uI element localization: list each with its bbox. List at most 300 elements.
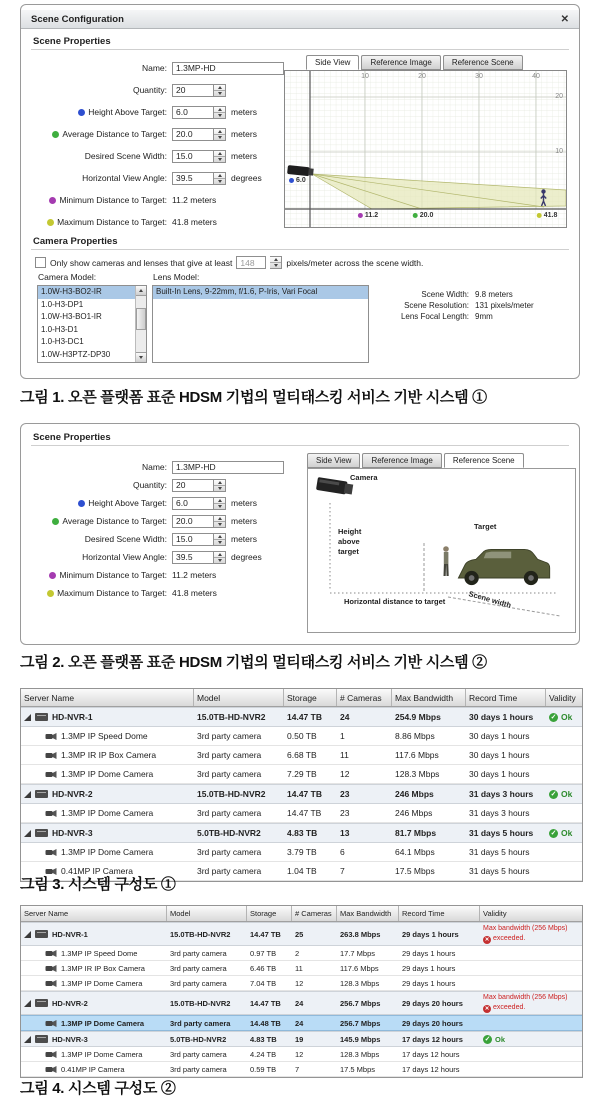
spin-down-icon[interactable] [218, 487, 222, 490]
camera-row[interactable] [21, 843, 582, 862]
record-cell: 31 days 5 hours [469, 866, 530, 876]
form-row [31, 171, 284, 185]
pixels-per-meter-spinner[interactable] [270, 256, 282, 269]
field-label [31, 129, 172, 139]
form-row [31, 514, 284, 528]
marker-dot [537, 213, 542, 218]
spin-up-icon[interactable] [218, 499, 222, 502]
field-label [31, 85, 172, 95]
cameras-cell: 7 [295, 1064, 300, 1074]
marker-dot [78, 109, 85, 116]
marker-dot [358, 213, 363, 218]
column-header: Max Bandwidth [392, 689, 466, 706]
server-row[interactable] [21, 922, 582, 946]
distance-tick-label: 40 [532, 73, 540, 80]
storage-cell: 14.47 TB [250, 998, 281, 1008]
marker-dot [47, 590, 54, 597]
model-cell: 3rd party camera [170, 1064, 227, 1074]
camera-row[interactable] [21, 946, 582, 961]
model-cell: 15.0TB-HD-NVR2 [170, 929, 231, 939]
camera-row[interactable] [21, 1047, 582, 1062]
validity-ok [549, 828, 572, 838]
spin-up-icon[interactable] [218, 86, 222, 89]
expand-triangle-icon[interactable] [24, 1000, 31, 1007]
name-label: 1.3MP IP Dome Camera [61, 1018, 145, 1028]
form-row [31, 568, 284, 582]
camera-row[interactable] [21, 1015, 582, 1031]
number-input[interactable]: 39.5 [172, 551, 214, 564]
camera-row[interactable] [21, 746, 582, 765]
unit-label: meters [231, 107, 257, 117]
model-cell: 5.0TB-HD-NVR2 [197, 828, 261, 838]
validity-cell [480, 1032, 582, 1046]
tab-reference-scene[interactable]: Reference Scene [443, 55, 523, 70]
validity-cell [480, 1047, 582, 1061]
camera-row[interactable] [21, 961, 582, 976]
scene-info-value: 131 pixels/meter [475, 301, 534, 310]
column-header: # Cameras [337, 689, 392, 706]
filter-text-before: Only show cameras and lenses that give at least [50, 257, 233, 268]
unit-label: meters [231, 516, 257, 526]
record-cell: 17 days 12 hours [402, 1064, 460, 1074]
camera-model-item[interactable]: 1.0-H3-D1 [41, 324, 78, 334]
field-label [31, 498, 172, 508]
name-label: 1.3MP IP Dome Camera [61, 978, 143, 988]
camera-row[interactable] [21, 1062, 582, 1077]
column-header: Server Name [21, 689, 194, 706]
unit-label: meters [231, 151, 257, 161]
name-label: 1.3MP IR IP Box Camera [61, 750, 157, 760]
ok-label: Ok [495, 1034, 506, 1044]
storage-cell: 4.83 TB [287, 828, 318, 838]
tab-reference-image[interactable]: Reference Image [362, 453, 441, 468]
scene-properties-heading: Scene Properties [33, 432, 111, 443]
column-header: Storage [284, 689, 337, 706]
spin-down-icon[interactable] [218, 559, 222, 562]
form-row [31, 61, 284, 75]
validity-cell [546, 708, 582, 726]
distance-tick-label: 10 [361, 73, 369, 80]
table-header-row [21, 906, 582, 922]
marker-dot [49, 197, 56, 204]
column-header: Record Time [466, 689, 546, 706]
spin-up-icon[interactable] [218, 535, 222, 538]
field-label [31, 173, 172, 183]
camera-properties-heading: Camera Properties [33, 236, 118, 247]
pixels-per-meter-input[interactable] [236, 256, 266, 269]
field-label [31, 217, 172, 227]
bandwidth-cell: 145.9 Mbps [340, 1034, 381, 1044]
cameras-cell: 23 [340, 789, 350, 799]
truck-icon [458, 549, 549, 585]
label-text: Height Above Target: [88, 107, 167, 117]
model-cell: 3rd party camera [197, 750, 262, 760]
name-cell [21, 1016, 167, 1030]
spin-up-icon[interactable] [218, 553, 222, 556]
expand-triangle-icon[interactable] [24, 1036, 31, 1043]
field-label [31, 63, 172, 73]
filter-checkbox[interactable] [35, 257, 46, 268]
filter-checkbox-row [35, 256, 423, 269]
server-icon [35, 829, 48, 837]
label-text: Name: [141, 462, 167, 472]
camera-height-marker [289, 177, 306, 184]
label-text: Maximum Distance to Target: [57, 588, 167, 598]
spin-up-icon[interactable] [218, 152, 222, 155]
label-text: Height Above Target: [88, 498, 167, 508]
ok-check-icon: ✓ [550, 829, 557, 837]
record-cell: 30 days 1 hours [469, 712, 534, 722]
bandwidth-cell: 81.7 Mbps [395, 828, 437, 838]
tab-side-view[interactable]: Side View [306, 55, 359, 70]
camera-model-item[interactable]: 1.0-H3-DP1 [41, 299, 84, 309]
tab-reference-scene[interactable]: Reference Scene [444, 453, 524, 468]
name-label: 1.3MP IP Speed Dome [61, 948, 138, 958]
person-icon [443, 546, 449, 576]
spinner-control[interactable] [214, 172, 226, 185]
bandwidth-cell: 128.3 Mbps [340, 1049, 380, 1059]
server-row[interactable] [21, 707, 582, 727]
cameras-cell: 7 [340, 866, 345, 876]
model-cell: 3rd party camera [170, 963, 227, 973]
number-input[interactable]: 6.0 [172, 497, 214, 510]
form-row [31, 550, 284, 564]
form-row [31, 478, 284, 492]
storage-cell: 0.59 TB [250, 1064, 277, 1074]
cameras-cell: 2 [295, 948, 300, 958]
computed-value: 11.2 meters [172, 570, 217, 580]
expand-triangle-icon[interactable] [24, 714, 31, 721]
cameras-cell: 11 [340, 750, 349, 760]
validity-cell [480, 1016, 582, 1030]
bandwidth-cell: 246 Mbps [395, 789, 434, 799]
model-cell: 3rd party camera [197, 769, 262, 779]
name-cell [21, 824, 194, 842]
model-cell: 3rd party camera [170, 1049, 227, 1059]
spin-down-icon[interactable] [218, 523, 222, 526]
cameras-cell: 12 [295, 978, 304, 988]
record-cell: 31 days 5 hours [469, 828, 534, 838]
distance-marker [413, 212, 434, 219]
camera-row[interactable] [21, 976, 582, 991]
camera-icon [45, 848, 57, 857]
record-cell: 17 days 12 hours [402, 1034, 463, 1044]
unit-label: degrees [231, 552, 262, 562]
spin-down-icon[interactable] [218, 180, 222, 183]
storage-cell: 3.79 TB [287, 847, 317, 857]
model-cell: 3rd party camera [170, 948, 227, 958]
storage-cell: 14.47 TB [250, 929, 281, 939]
spinner-control[interactable] [214, 84, 226, 97]
camera-row[interactable] [21, 804, 582, 823]
spinner-control[interactable] [214, 128, 226, 141]
model-cell: 3rd party camera [197, 847, 262, 857]
camera-model-item[interactable]: 1.0W-H3-BO2-IR [38, 286, 135, 299]
record-cell: 29 days 1 hours [402, 963, 456, 973]
camera-row[interactable] [21, 727, 582, 746]
figure1-caption: 그림 1. 오픈 플랫폼 표준 HDSM 기법의 멀티태스킹 서비스 기반 시스템 ① [20, 389, 487, 406]
form-row [31, 496, 284, 510]
validity-ok [549, 789, 572, 799]
cameras-cell: 13 [340, 828, 350, 838]
ok-label: Ok [561, 712, 573, 722]
model-cell: 3rd party camera [197, 808, 262, 818]
marker-dot [413, 213, 418, 218]
name-cell [21, 923, 167, 945]
server-icon [35, 713, 48, 721]
label-text: Horizontal View Angle: [82, 552, 167, 562]
spinner-control[interactable] [214, 497, 226, 510]
spin-up-icon[interactable] [218, 108, 222, 111]
validity-cell [546, 804, 582, 822]
camera-label: Camera [350, 473, 378, 482]
scroll-up-icon[interactable] [136, 286, 146, 296]
scroll-thumb[interactable] [136, 308, 146, 330]
cameras-cell: 6 [340, 847, 345, 857]
spin-down-icon[interactable] [218, 158, 222, 161]
section-divider [31, 249, 569, 250]
storage-cell: 14.47 TB [287, 712, 322, 722]
validity-cell [546, 727, 582, 745]
storage-cell: 0.97 TB [250, 948, 277, 958]
column-header: Validity [549, 692, 576, 703]
validity-cell [546, 862, 582, 880]
field-label [31, 480, 172, 490]
error-line1: Max bandwidth (256 Mbps) [483, 994, 568, 1002]
tab-reference-image[interactable]: Reference Image [361, 55, 440, 70]
validity-cell [480, 1062, 582, 1076]
spin-down-icon[interactable] [218, 92, 222, 95]
validity-cell [480, 946, 582, 960]
marker-dot [52, 518, 59, 525]
expand-triangle-icon[interactable] [24, 791, 31, 798]
bandwidth-cell: 117.6 Mbps [395, 750, 439, 760]
spin-up-icon[interactable] [218, 517, 222, 520]
storage-cell: 6.68 TB [287, 750, 317, 760]
name-label: HD-NVR-3 [52, 828, 93, 838]
spin-down-icon[interactable] [218, 136, 222, 139]
spinner-control[interactable] [214, 551, 226, 564]
validity-cell [546, 746, 582, 764]
distance-marker [537, 212, 558, 219]
number-input[interactable]: 20.0 [172, 515, 214, 528]
server-row[interactable] [21, 991, 582, 1015]
spinner-control[interactable] [214, 479, 226, 492]
spinner-control[interactable] [214, 515, 226, 528]
server-row[interactable] [21, 823, 582, 843]
column-header: Validity [483, 909, 507, 918]
validity-cell [546, 843, 582, 861]
label-text: Minimum Distance to Target: [59, 195, 167, 205]
cameras-cell: 12 [295, 1049, 304, 1059]
camera-model-item[interactable]: 1.0-H3-DC1 [41, 337, 84, 347]
server-row[interactable] [21, 1031, 582, 1047]
storage-cell: 14.47 TB [287, 789, 322, 799]
bandwidth-cell: 17.7 Mbps [340, 948, 376, 958]
camera-icon [45, 979, 57, 988]
height-tick-label: 20 [555, 93, 563, 100]
storage-cell: 0.50 TB [287, 731, 317, 741]
name-cell [21, 961, 167, 975]
name-cell [21, 976, 167, 990]
column-header: Storage [247, 906, 292, 921]
name-cell [21, 992, 167, 1014]
camera-list-scrollbar[interactable] [135, 286, 146, 362]
label-text: Name: [141, 63, 167, 73]
ok-check-icon: ✓ [550, 713, 557, 721]
number-input[interactable]: 20.0 [172, 128, 214, 141]
scene-info-row [351, 289, 534, 300]
name-cell [21, 1062, 167, 1076]
name-cell [21, 843, 194, 861]
validity-ok [483, 1035, 505, 1044]
label-text: Maximum Distance to Target: [57, 217, 167, 227]
camera-icon [45, 964, 57, 973]
label-text: Desired Scene Width: [84, 534, 167, 544]
label-text: Horizontal View Angle: [82, 173, 167, 183]
field-label [31, 195, 172, 205]
height-tick-label: 10 [555, 148, 563, 155]
model-cell: 3rd party camera [170, 1018, 231, 1028]
number-input[interactable]: 6.0 [172, 106, 214, 119]
name-label: HD-NVR-3 [52, 1034, 88, 1044]
camera-icon [45, 770, 57, 779]
form-row [31, 105, 284, 119]
spin-down-icon[interactable] [218, 114, 222, 117]
storage-cell: 1.04 TB [287, 866, 317, 876]
cameras-cell: 11 [295, 963, 303, 973]
name-label: 1.3MP IP Dome Camera [61, 808, 154, 818]
form-row [31, 460, 284, 474]
text-input[interactable]: 1.3MP-HD [172, 461, 284, 474]
distance-tick-label: 20 [418, 73, 426, 80]
validity-cell [546, 824, 582, 842]
scroll-down-icon[interactable] [136, 352, 146, 362]
spin-down-icon[interactable] [218, 505, 222, 508]
column-header: Max Bandwidth [337, 906, 399, 921]
dialog-title-bar [21, 10, 579, 29]
bandwidth-cell: 8.86 Mbps [395, 731, 435, 741]
camera-row[interactable] [21, 765, 582, 784]
camera-model-item[interactable]: 1.0W-H3-BO1-IR [41, 312, 102, 322]
distance-marker [358, 212, 378, 219]
scene-info-value: 9mm [475, 312, 493, 321]
record-cell: 31 days 3 hours [469, 789, 534, 799]
name-label: HD-NVR-1 [52, 712, 93, 722]
cameras-cell: 23 [340, 808, 350, 818]
spinner-control[interactable] [214, 106, 226, 119]
validity-cell [546, 765, 582, 783]
number-input[interactable]: 15.0 [172, 150, 214, 163]
storage-cell: 14.48 TB [250, 1018, 281, 1028]
name-label: HD-NVR-2 [52, 998, 88, 1008]
record-cell: 31 days 5 hours [469, 847, 530, 857]
bandwidth-cell: 64.1 Mbps [395, 847, 435, 857]
marker-dot [78, 500, 85, 507]
number-input[interactable]: 20 [172, 84, 214, 97]
name-label: 1.3MP IP Dome Camera [61, 1049, 143, 1059]
name-label: 0.41MP IP Camera [61, 866, 133, 876]
label-text: Quantity: [132, 85, 167, 95]
record-cell: 29 days 20 hours [402, 1018, 463, 1028]
camera-model-label: Camera Model: [38, 272, 97, 282]
name-cell [21, 765, 194, 783]
tab-side-view[interactable]: Side View [307, 453, 360, 468]
form-row [31, 127, 284, 141]
spinner-control[interactable] [214, 533, 226, 546]
lens-model-label: Lens Model: [153, 272, 200, 282]
figure3-caption: 그림 3. 시스템 구성도 ① [20, 876, 176, 893]
ok-label: Ok [561, 789, 573, 799]
validity-ok [549, 712, 572, 722]
scene-info-row [351, 311, 534, 322]
camera-icon [45, 751, 57, 760]
record-cell: 29 days 1 hours [402, 929, 459, 939]
number-input[interactable]: 15.0 [172, 533, 214, 546]
storage-cell: 14.47 TB [287, 808, 322, 818]
spin-down-icon[interactable] [218, 541, 222, 544]
side-view-chart [284, 70, 567, 228]
name-cell [21, 785, 194, 803]
text-input[interactable]: 1.3MP-HD [172, 62, 284, 75]
bandwidth-cell: 128.3 Mbps [395, 769, 440, 779]
unit-label: meters [231, 498, 257, 508]
spin-up-icon[interactable] [218, 481, 222, 484]
camera-model-item[interactable]: 1.0W-H3PTZ-DP30 [41, 349, 111, 359]
side-view-plot [285, 71, 566, 227]
field-label [31, 552, 172, 562]
number-input[interactable]: 20 [172, 479, 214, 492]
close-icon[interactable]: ✕ [560, 13, 569, 25]
spin-up-icon[interactable] [218, 174, 222, 177]
name-label: 1.3MP IP Dome Camera [61, 769, 154, 779]
camera-icon [45, 809, 57, 818]
expand-triangle-icon[interactable] [24, 830, 31, 837]
model-cell: 5.0TB-HD-NVR2 [170, 1034, 227, 1044]
expand-triangle-icon[interactable] [24, 931, 31, 938]
camera-icon [45, 1050, 57, 1059]
name-cell [21, 1047, 167, 1061]
error-line2: ✕ exceeded. [484, 934, 526, 943]
scene-info-label: Lens Focal Length: [400, 312, 469, 321]
validity-cell [480, 961, 582, 975]
spin-up-icon[interactable] [218, 130, 222, 133]
marker-dot [47, 219, 54, 226]
validity-cell [480, 976, 582, 990]
marker-value: 41.8 [543, 212, 558, 219]
server-row[interactable] [21, 784, 582, 804]
horizontal-distance-label: Horizontal distance to target [344, 597, 446, 606]
label-text: Average Distance to Target: [62, 129, 167, 139]
storage-cell: 7.04 TB [250, 978, 277, 988]
marker-value: 20.0 [419, 212, 434, 219]
name-cell [21, 727, 194, 745]
model-cell: 3rd party camera [197, 866, 262, 876]
server-icon [35, 790, 48, 798]
bandwidth-cell: 128.3 Mbps [340, 978, 380, 988]
section-divider [31, 49, 569, 50]
camera-icon [45, 732, 57, 741]
form-row [31, 193, 284, 207]
ok-check-icon: ✓ [484, 1035, 491, 1043]
bandwidth-cell: 17.5 Mbps [395, 866, 435, 876]
target-label: Target [474, 522, 497, 531]
number-input[interactable]: 39.5 [172, 172, 214, 185]
scene-info-row [351, 300, 534, 311]
lens-model-item[interactable]: Built-In Lens, 9-22mm, f/1.6, P-Iris, Vari Focal [153, 286, 368, 299]
cameras-cell: 24 [295, 1018, 304, 1028]
spinner-control[interactable] [214, 150, 226, 163]
